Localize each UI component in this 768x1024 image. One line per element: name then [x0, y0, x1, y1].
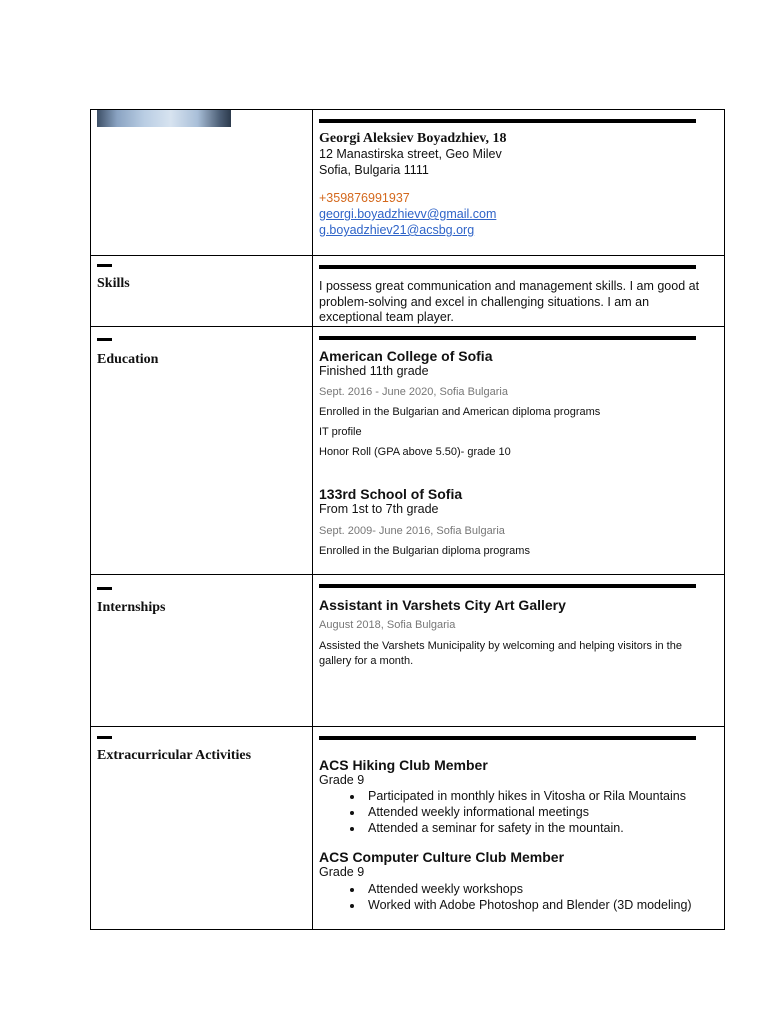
section-rule: [319, 336, 696, 340]
school-detail: Honor Roll (GPA above 5.50)- grade 10: [319, 446, 511, 458]
skills-content-cell: [313, 256, 725, 327]
internships-heading: Internships: [97, 599, 166, 615]
section-dash: [97, 264, 112, 267]
section-rule: [319, 119, 696, 123]
address-line-2: Sofia, Bulgaria 1111: [319, 162, 429, 177]
resume-table: [90, 109, 725, 930]
school-dates: Sept. 2016 - June 2020, Sofia Bulgaria: [319, 386, 508, 398]
internship-dates: August 2018, Sofia Bulgaria: [319, 618, 456, 631]
school-subtitle: Finished 11th grade: [319, 363, 429, 378]
skills-row: [91, 256, 725, 327]
internships-label-cell: [91, 574, 313, 726]
club-name: ACS Computer Culture Club Member: [319, 849, 565, 865]
extracurricular-content-cell: [313, 726, 725, 929]
email-link-personal[interactable]: georgi.boyadzhievv@gmail.com: [319, 207, 497, 221]
email-link-school[interactable]: g.boyadzhiev21@acsbg.org: [319, 223, 475, 237]
extracurricular-row: [91, 726, 725, 929]
education-content-cell: [313, 326, 725, 574]
skills-label-cell: [91, 256, 313, 327]
club-activity-list: [319, 788, 724, 836]
club-name: ACS Hiking Club Member: [319, 756, 488, 773]
internships-row: [91, 574, 725, 726]
club-grade: Grade 9: [319, 772, 365, 787]
school-dates: Sept. 2009- June 2016, Sofia Bulgaria: [319, 524, 505, 537]
internship-role: Assistant in Varshets City Art Gallery: [319, 596, 566, 613]
list-item: • Attended a seminar for safety in the mountain.: [364, 820, 724, 836]
school-detail: Enrolled in the Bulgarian diploma programs: [319, 544, 530, 557]
list-item: • Attended weekly informational meetings: [364, 804, 724, 820]
internship-description: Assisted the Varshets Municipality by welcoming and helping visitors in the gallery for a month.: [319, 639, 682, 667]
section-dash: [97, 736, 112, 739]
school-name: 133rd School of Sofia: [319, 486, 463, 502]
contact-cell: [313, 110, 725, 256]
skills-heading: Skills: [97, 276, 130, 291]
list-item: • Participated in monthly hikes in Vitosha or Rila Mountains: [364, 788, 724, 804]
phone-number: +359876991937: [319, 191, 410, 205]
profile-photo: [97, 110, 231, 127]
section-rule: [319, 584, 696, 588]
school-detail: Enrolled in the Bulgarian and American diploma programs: [319, 406, 601, 418]
extracurricular-label-cell: [91, 726, 313, 929]
internships-content-cell: [313, 574, 725, 726]
header-row: [91, 110, 725, 256]
full-name: Georgi Aleksiev Boyadzhiev, 18: [319, 131, 507, 146]
photo-cell: [91, 110, 313, 256]
education-label-cell: [91, 326, 313, 574]
section-dash: [97, 587, 112, 590]
club-activity-list: [319, 881, 724, 913]
school-name: American College of Sofia: [319, 347, 493, 364]
section-rule: [319, 265, 696, 269]
section-rule: [319, 736, 696, 740]
extracurricular-heading: Extracurricular Activities: [97, 747, 252, 763]
club-grade: Grade 9: [319, 865, 365, 879]
school-subtitle: From 1st to 7th grade: [319, 502, 439, 516]
list-item: • Attended weekly workshops: [364, 881, 724, 897]
section-dash: [97, 338, 112, 341]
school-detail: IT profile: [319, 426, 362, 438]
education-row: [91, 326, 725, 574]
education-heading: Education: [97, 351, 159, 367]
skills-text: I possess great communication and management skills. I am good at problem-solving and excel in challenging situations. I am an exceptional team player.: [319, 279, 700, 324]
list-item: • Worked with Adobe Photoshop and Blender (3D modeling): [364, 897, 724, 913]
address-line-1: 12 Manastirska street, Geo Milev: [319, 147, 502, 161]
